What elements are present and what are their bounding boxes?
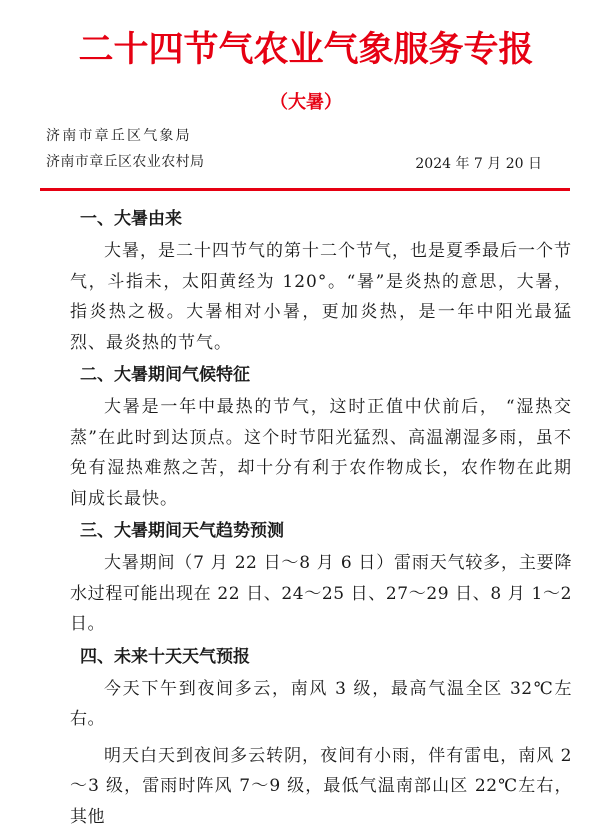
section-paragraph-origin: 大暑，是二十四节气的第十二个节气，也是夏季最后一个节气，斗指未，太阳黄经为 120°。“暑”是炎热的意思，大暑，指炎热之极。大暑相对小暑，更加炎热，是一年中阳光最猛烈、最炎热的节气。 <box>70 236 572 358</box>
issuer-agriculture-bureau: 济南市章丘区农业农村局 <box>46 152 204 172</box>
section-heading-trend: 三、大暑期间天气趋势预测 <box>70 514 572 548</box>
section-paragraph-trend: 大暑期间（7 月 22 日～8 月 6 日）雷雨天气较多，主要降水过程可能出现在 22 日、24～25 日、27～29 日、8 月 1～2 日。 <box>70 548 572 640</box>
issuer-weather-bureau: 济南市章丘区气象局 <box>46 126 192 146</box>
report-body <box>70 202 572 832</box>
section-paragraph-climate: 大暑是一年中最热的节气，这时正值中伏前后， “湿热交蒸”在此时到达顶点。这个时节阳光猛烈、高温潮湿多雨，虽不免有湿热难熬之苦，却十分有利于农作物成长，农作物在此期间成长最快。 <box>70 392 572 514</box>
report-subtitle: （大暑） <box>0 90 612 116</box>
report-title: 二十四节气农业气象服务专报 <box>0 28 612 72</box>
forecast-paragraph-today: 今天下午到夜间多云，南风 3 级，最高气温全区 32℃左右。 <box>70 674 572 735</box>
section-heading-origin: 一、大暑由来 <box>70 202 572 236</box>
section-heading-climate: 二、大暑期间气候特征 <box>70 358 572 392</box>
forecast-paragraph-tomorrow: 明天白天到夜间多云转阴，夜间有小雨，伴有雷电，南风 2～3 级，雷雨时阵风 7～9 级，最低气温南部山区 22℃左右，其他 <box>70 741 572 832</box>
header-divider <box>40 188 570 191</box>
section-heading-forecast: 四、未来十天天气预报 <box>70 640 572 674</box>
issue-date: 2024 年 7 月 20 日 <box>415 154 542 174</box>
